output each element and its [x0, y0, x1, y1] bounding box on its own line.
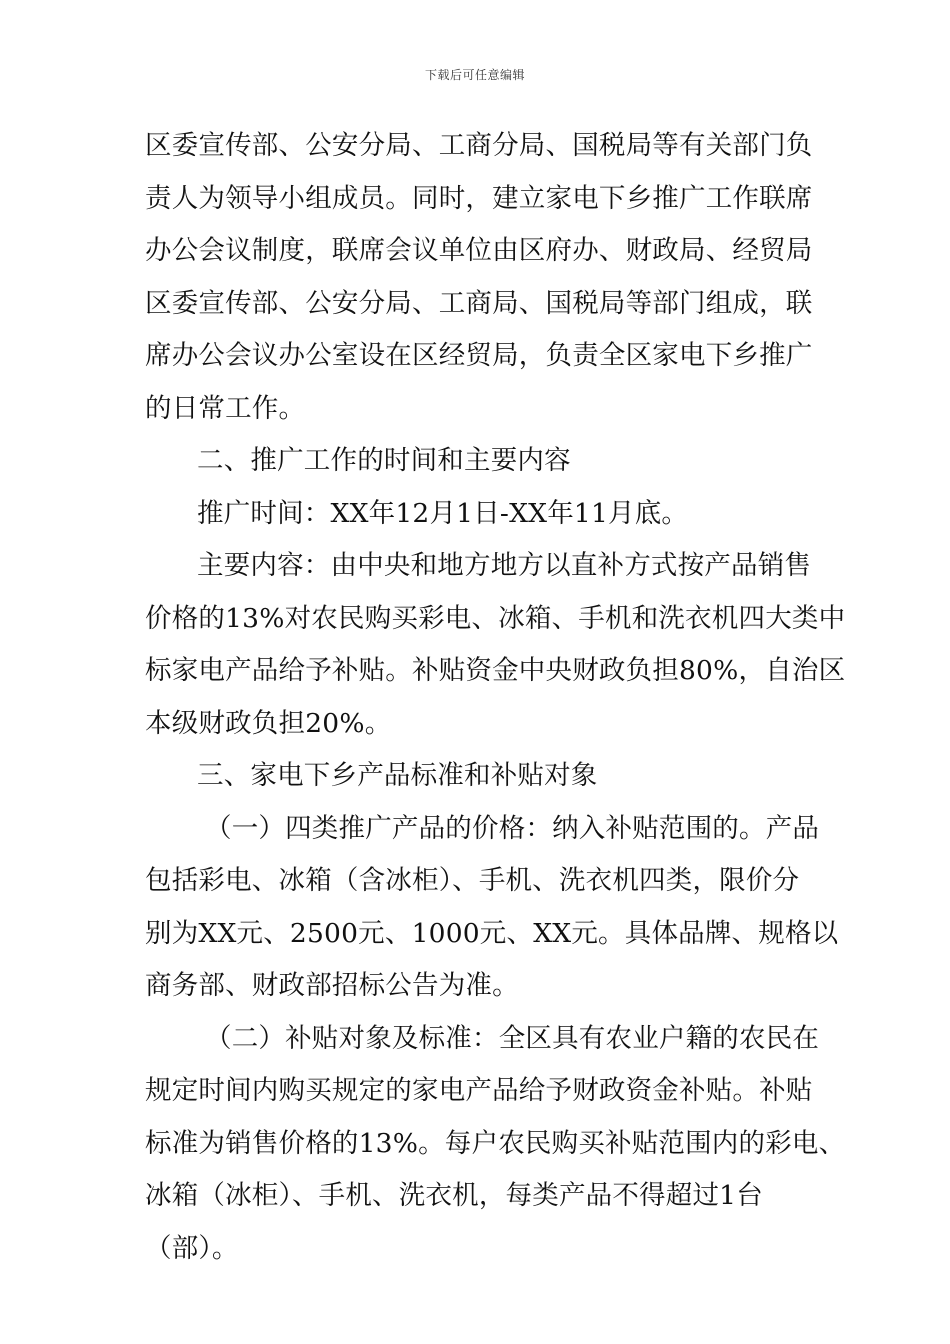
- paragraph-line: 席办公会议办公室设在区经贸局，负责全区家电下乡推广: [145, 340, 813, 371]
- document-body: [145, 120, 846, 1275]
- section-heading: 二、推广工作的时间和主要内容: [197, 445, 571, 476]
- paragraph-line: 区委宣传部、公安分局、工商分局、国税局等有关部门负: [145, 130, 813, 161]
- section-heading: 三、家电下乡产品标准和补贴对象: [197, 760, 598, 791]
- paragraph-line: 责人为领导小组成员。同时，建立家电下乡推广工作联席: [145, 182, 813, 214]
- paragraph-line: 商务部、财政部招标公告为准。: [145, 970, 519, 1001]
- paragraph-line: （部）。: [145, 1232, 239, 1264]
- paragraph-line: 的日常工作。: [145, 392, 306, 424]
- paragraph-line: 价格的13%对农民购买彩电、冰箱、手机和洗衣机四大类中: [145, 602, 846, 634]
- paragraph-line: 主要内容：由中央和地方地方以直补方式按产品销售: [197, 550, 812, 581]
- page-header: 下载后可任意编辑: [424, 68, 525, 82]
- paragraph-line: 推广时间：XX年12月1日-XX年11月底。: [197, 497, 689, 529]
- paragraph-line: 规定时间内购买规定的家电产品给予财政资金补贴。补贴: [145, 1075, 813, 1106]
- paragraph-line: （一）四类推广产品的价格：纳入补贴范围的。产品: [205, 812, 820, 844]
- paragraph-line: 标家电产品给予补贴。补贴资金中央财政负担80%，自治区: [145, 655, 846, 686]
- paragraph-line: 冰箱（冰柜）、手机、洗衣机，每类产品不得超过1台: [145, 1180, 763, 1211]
- paragraph-line: 标准为销售价格的13%。每户农民购买补贴范围内的彩电、: [145, 1127, 846, 1159]
- paragraph-line: 别为XX元、2500元、1000元、XX元。具体品牌、规格以: [145, 917, 839, 949]
- paragraph-line: （二）补贴对象及标准：全区具有农业户籍的农民在: [205, 1022, 820, 1054]
- paragraph-line: 办公会议制度，联席会议单位由区府办、财政局、经贸局: [145, 235, 813, 266]
- paragraph-line: 包括彩电、冰箱（含冰柜）、手机、洗衣机四类，限价分: [145, 865, 800, 896]
- paragraph-line: 本级财政负担20%。: [145, 707, 392, 739]
- paragraph-line: 区委宣传部、公安分局、工商局、国税局等部门组成，联: [145, 287, 813, 319]
